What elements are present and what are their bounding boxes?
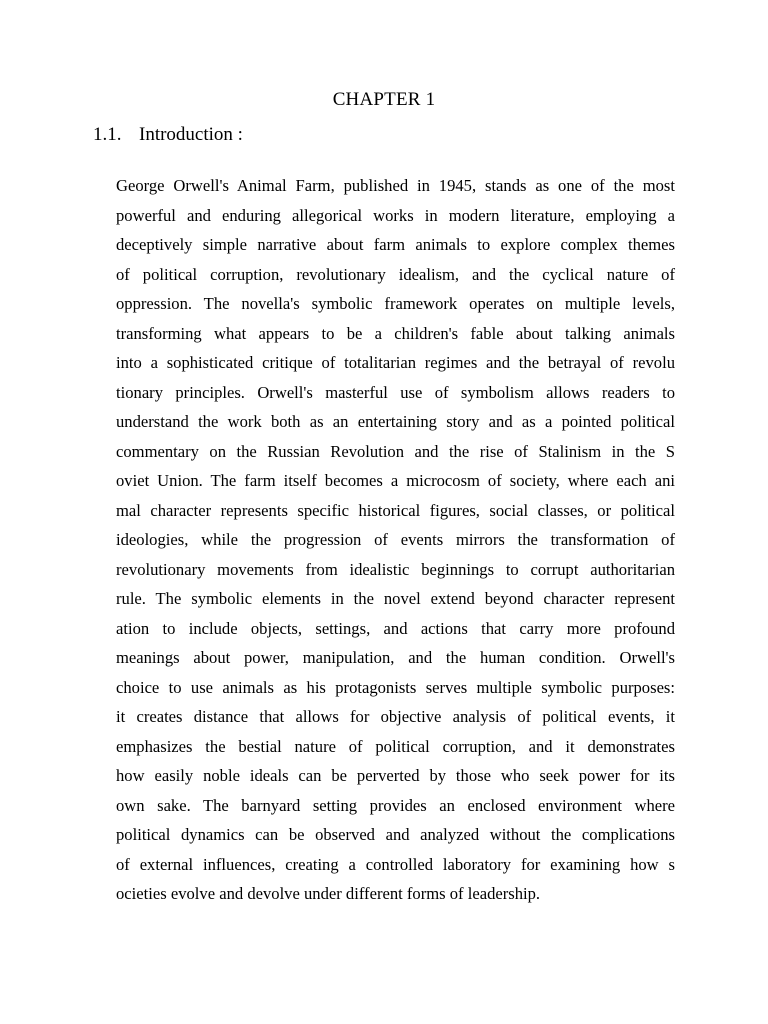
paragraph-line: mal character represents specific historical figures, social classes, or political — [116, 500, 675, 520]
paragraph-line: it creates distance that allows for objective analysis of political events, it — [116, 707, 675, 726]
paragraph-line: of external influences, creating a controlled laboratory for examining how s — [116, 854, 675, 874]
paragraph-line: George Orwell's Animal Farm, published in 1945, stands as one of the most — [116, 176, 675, 195]
chapter-title: CHAPTER 1 — [332, 89, 436, 110]
paragraph-line: transforming what appears to be a children's fable about talking animals — [116, 323, 675, 343]
paragraph-line: ideologies, while the progression of events mirrors the transformation of — [116, 530, 675, 549]
section-number: 1.1. — [93, 124, 122, 145]
section-heading — [93, 123, 243, 147]
paragraph-line: understand the work both as an entertaining story and as a pointed political — [116, 412, 675, 431]
paragraph-line: rule. The symbolic elements in the novel extend beyond character represent — [116, 589, 675, 608]
paragraph-line: of political corruption, revolutionary idealism, and the cyclical nature of — [116, 264, 675, 284]
paragraph-line: emphasizes the bestial nature of political corruption, and it demonstrates — [116, 736, 675, 756]
paragraph-line: ocieties evolve and devolve under different forms of leadership. — [116, 884, 541, 903]
paragraph-line: choice to use animals as his protagonists serves multiple symbolic purposes: — [116, 677, 675, 697]
section-title: Introduction : — [139, 124, 243, 145]
paragraph-line: ation to include objects, settings, and actions that carry more profound — [116, 618, 675, 638]
paragraph-line: meanings about power, manipulation, and the human condition. Orwell's — [116, 648, 675, 667]
paragraph-line: oppression. The novella's symbolic framework operates on multiple levels, — [116, 294, 675, 313]
paragraph-line: powerful and enduring allegorical works in modern literature, employing a — [116, 205, 675, 225]
paragraph-line: commentary on the Russian Revolution and the rise of Stalinism in the S — [116, 441, 675, 461]
paragraph-line: revolutionary movements from idealistic beginnings to corrupt authoritarian — [116, 559, 675, 579]
body-paragraph — [116, 171, 675, 909]
paragraph-line: political dynamics can be observed and analyzed without the complications — [116, 825, 675, 844]
paragraph-line: tionary principles. Orwell's masterful use of symbolism allows readers to — [116, 382, 675, 402]
paragraph-line: how easily noble ideals can be perverted by those who seek power for its — [116, 766, 675, 785]
paragraph-line: deceptively simple narrative about farm animals to explore complex themes — [116, 235, 675, 254]
paragraph-line: into a sophisticated critique of totalitarian regimes and the betrayal of revolu — [116, 353, 675, 372]
paragraph-line: own sake. The barnyard setting provides an enclosed environment where — [116, 795, 675, 815]
paragraph-line: oviet Union. The farm itself becomes a microcosm of society, where each ani — [116, 471, 675, 490]
